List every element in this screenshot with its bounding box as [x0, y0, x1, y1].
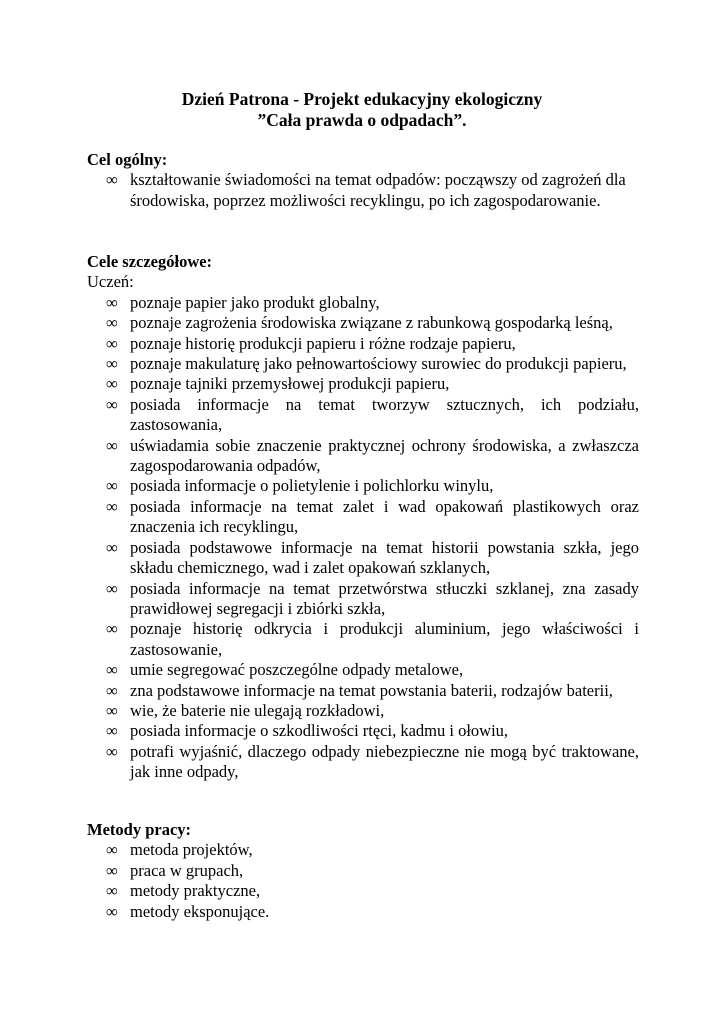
list-item — [106, 394, 639, 436]
list-item-text: zna podstawowe informacje na temat powstania baterii, rodzajów baterii, — [130, 680, 613, 700]
list-item-text: poznaje historię odkrycia i produkcji aluminium, jego właściwości i zastosowanie, — [130, 619, 639, 659]
list-item — [106, 292, 639, 313]
section-heading-metody-pracy: Metody pracy: — [87, 820, 192, 839]
list-item — [106, 700, 639, 721]
document-subtitle: ”Cała prawda o odpadach”. — [257, 110, 467, 130]
list-item — [106, 170, 639, 211]
infinity-bullet-icon: ∞ — [106, 680, 118, 700]
list-item — [106, 680, 639, 701]
list-item — [106, 496, 639, 538]
section-heading-cel-ogolny: Cel ogólny: — [87, 150, 168, 169]
infinity-bullet-icon: ∞ — [106, 476, 118, 496]
section-cel-ogolny — [0, 150, 724, 211]
infinity-bullet-icon: ∞ — [106, 860, 118, 880]
list-item-text: posiada informacje na temat tworzyw sztucznych, ich podziału, zastosowania, — [130, 394, 639, 435]
infinity-bullet-icon: ∞ — [106, 881, 118, 901]
list-item — [106, 660, 639, 680]
infinity-bullet-icon: ∞ — [106, 578, 118, 598]
list-item — [106, 881, 639, 901]
metody-pracy-list — [0, 840, 724, 922]
cel-ogolny-list — [0, 170, 724, 211]
infinity-bullet-icon: ∞ — [106, 660, 118, 680]
list-item-text: metody praktyczne, — [130, 881, 261, 901]
list-item — [106, 354, 639, 374]
infinity-bullet-icon: ∞ — [106, 840, 118, 860]
list-item — [106, 537, 639, 579]
section-metody-pracy — [0, 820, 724, 922]
list-item — [106, 578, 639, 620]
list-item-text: posiada informacje na temat zalet i wad opakowań plastikowych oraz znaczenia ich recyklingu, — [130, 496, 639, 537]
list-item-text: poznaje tajniki przemysłowej produkcji papieru, — [130, 374, 450, 394]
infinity-bullet-icon: ∞ — [106, 333, 118, 353]
list-item-text: uświadamia sobie znaczenie praktycznej ochrony środowiska, a zwłaszcza zagospodarowania odpadów, — [130, 435, 639, 476]
infinity-bullet-icon: ∞ — [106, 901, 118, 921]
list-item — [106, 313, 639, 333]
list-item-text: poznaje historię produkcji papieru i różne rodzaje papieru, — [130, 333, 516, 353]
list-item — [106, 901, 639, 922]
list-item-text: poznaje papier jako produkt globalny, — [130, 292, 380, 312]
list-item — [106, 333, 639, 354]
list-item — [106, 741, 639, 783]
list-item — [106, 476, 639, 496]
infinity-bullet-icon: ∞ — [106, 700, 118, 720]
section-cele-szczegolowe — [0, 252, 724, 783]
infinity-bullet-icon: ∞ — [106, 170, 118, 190]
list-item-text: potrafi wyjaśnić, dlaczego odpady niebezpieczne nie mogą być traktowane, jak inne odpady, — [130, 741, 639, 782]
infinity-bullet-icon: ∞ — [106, 435, 118, 455]
section-intro-uczen: Uczeń: — [87, 272, 134, 292]
infinity-bullet-icon: ∞ — [106, 394, 118, 414]
cele-szczegolowe-list — [0, 293, 724, 783]
infinity-bullet-icon: ∞ — [106, 354, 118, 374]
list-item — [106, 840, 639, 860]
list-item-text: umie segregować poszczególne odpady metalowe, — [130, 660, 464, 680]
list-item-text: metody eksponujące. — [130, 901, 270, 921]
infinity-bullet-icon: ∞ — [106, 292, 118, 312]
infinity-bullet-icon: ∞ — [106, 496, 118, 516]
list-item-text: praca w grupach, — [130, 860, 244, 880]
infinity-bullet-icon: ∞ — [106, 741, 118, 761]
infinity-bullet-icon: ∞ — [106, 721, 118, 741]
list-item — [106, 860, 639, 881]
list-item-text: kształtowanie świadomości na temat odpadów: począwszy od zagrożeń dla środowiska, poprzez możliwości recyklingu, po ich zagospodarowanie. — [130, 170, 626, 210]
list-item-text: posiada podstawowe informacje na temat historii powstania szkła, jego składu chemicznego, wad i zalet opakowań szklanych, — [130, 537, 639, 578]
infinity-bullet-icon: ∞ — [106, 537, 118, 557]
list-item — [106, 435, 639, 477]
section-heading-cele-szczegolowe: Cele szczegółowe: — [87, 252, 213, 271]
list-item-text: poznaje zagrożenia środowiska związane z rabunkową gospodarką leśną, — [130, 313, 613, 333]
list-item — [106, 374, 639, 394]
list-item-text: poznaje makulaturę jako pełnowartościowy surowiec do produkcji papieru, — [130, 354, 627, 374]
infinity-bullet-icon: ∞ — [106, 313, 118, 333]
list-item-text: wie, że baterie nie ulegają rozkładowi, — [130, 700, 385, 720]
list-item — [106, 721, 639, 741]
document-title: Dzień Patrona - Projekt edukacyjny ekologiczny — [181, 89, 543, 109]
list-item-text: posiada informacje o szkodliwości rtęci, kadmu i ołowiu, — [130, 721, 509, 741]
infinity-bullet-icon: ∞ — [106, 374, 118, 394]
list-item — [106, 619, 639, 660]
list-item-text: metoda projektów, — [130, 840, 253, 860]
list-item-text: posiada informacje o polietylenie i polichlorku winylu, — [130, 476, 494, 496]
infinity-bullet-icon: ∞ — [106, 619, 118, 639]
list-item-text: posiada informacje na temat przetwórstwa stłuczki szklanej, zna zasady prawidłowej segregacji i zbiórki szkła, — [130, 578, 639, 618]
